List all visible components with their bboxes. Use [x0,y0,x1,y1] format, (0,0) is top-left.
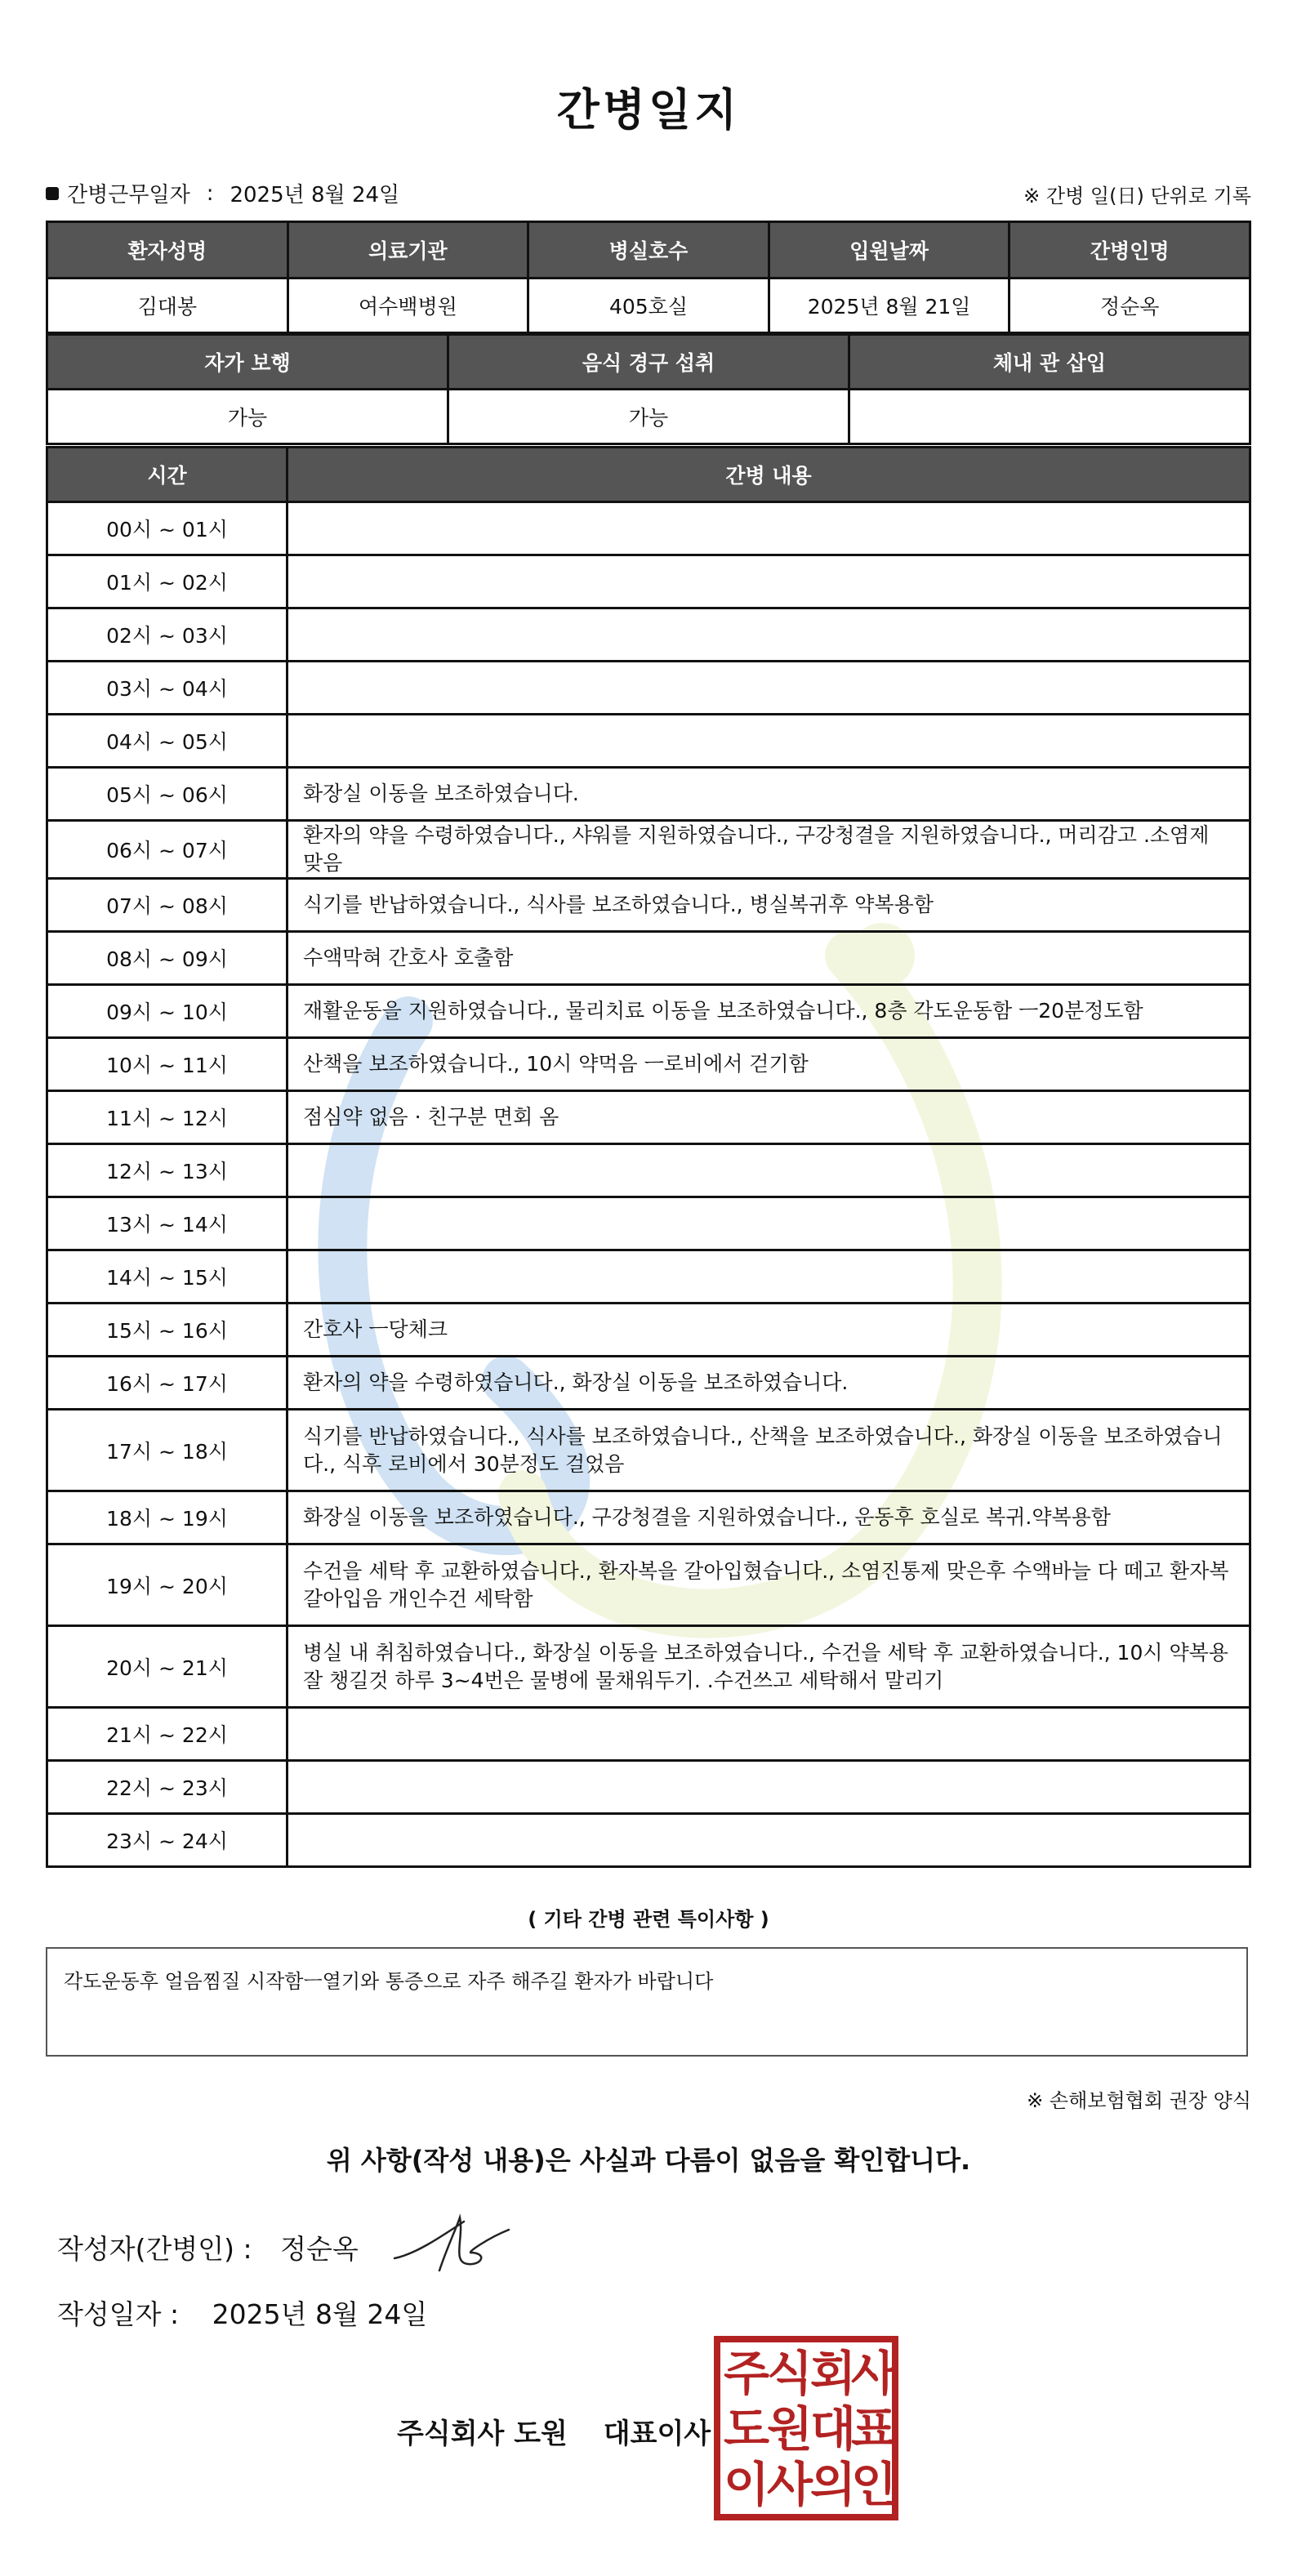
care-log-time: 03시 ~ 04시 [47,662,287,715]
care-log-content [287,1250,1250,1304]
svg-text:사: 사 [766,2457,813,2512]
care-log-row [47,662,1250,715]
care-log-content [287,1708,1250,1761]
notes-box: 각도운동후 얼음찜질 시작함ㅡ열기와 통증으로 자주 해주길 환자가 바랍니다 [46,1947,1248,2057]
header-self-walk: 자가 보행 [47,335,448,390]
header-caregiver: 간병인명 [1010,222,1250,279]
svg-text:이: 이 [723,2457,770,2512]
care-log-content [287,1197,1250,1250]
svg-text:원: 원 [766,2401,813,2457]
svg-text:인: 인 [850,2457,898,2512]
care-log-row [47,1144,1250,1197]
care-log-content [287,1144,1250,1197]
work-date [46,178,399,208]
notes-title: ( 기타 간병 관련 특이사항 ) [528,1908,769,1931]
care-log-time: 19시 ~ 20시 [47,1544,287,1626]
care-log-content: 화장실 이동을 보조하였습니다., 구강청결을 지원하였습니다., 운동후 호실로 복귀.약복용함 [287,1491,1250,1544]
care-log-content [287,1761,1250,1814]
care-log-row [47,1626,1250,1708]
care-log-row [47,1357,1250,1410]
care-log-time: 02시 ~ 03시 [47,608,287,662]
care-log-time: 08시 ~ 09시 [47,932,287,985]
unit-note: ※ 간병 일(日) 단위로 기록 [1023,185,1251,207]
caregiver: 정순옥 [1010,279,1250,333]
svg-text:의: 의 [809,2457,857,2512]
care-log-content: 화장실 이동을 보조하였습니다. [287,768,1250,821]
svg-text:회: 회 [809,2346,857,2401]
header-oral-intake: 음식 경구 섭취 [448,335,849,390]
care-log-time: 15시 ~ 16시 [47,1304,287,1357]
writer [57,2228,359,2266]
care-log-row [47,608,1250,662]
care-log-row [47,1544,1250,1626]
oral-intake: 가능 [448,390,849,444]
care-log-content: 환자의 약을 수령하였습니다., 샤워를 지원하였습니다., 구강청결을 지원하였습니다., 머리감고 .소염제 맞음 [287,821,1250,879]
writer-name: 정순옥 [280,2233,359,2265]
care-log-row [47,1814,1250,1867]
care-log-time: 04시 ~ 05시 [47,715,287,768]
svg-text:식: 식 [766,2346,813,2401]
self-walk: 가능 [47,390,448,444]
bullet-square-icon [46,187,59,200]
care-log-content [287,555,1250,608]
care-log-time: 20시 ~ 21시 [47,1626,287,1708]
care-log-time: 09시 ~ 10시 [47,985,287,1038]
care-log-content: 점심약 없음 · 친구분 면회 옴 [287,1091,1250,1144]
svg-text:대: 대 [809,2401,857,2457]
care-log-time: 11시 ~ 12시 [47,1091,287,1144]
care-log-time: 05시 ~ 06시 [47,768,287,821]
care-log-row [47,821,1250,879]
status-table [46,333,1251,445]
date-label: 작성일자 : [57,2298,180,2330]
care-log-row [47,1761,1250,1814]
care-log-row [47,1491,1250,1544]
header-tube-insertion: 체내 관 삽입 [849,335,1250,390]
tube-insertion [849,390,1250,444]
signature-image [390,2205,513,2279]
care-log-content: 식기를 반납하였습니다., 식사를 보조하였습니다., 산책을 보조하였습니다., 화장실 이동을 보조하였습니다., 식후 로비에서 30분정도 걸었음 [287,1410,1250,1491]
room: 405호실 [528,279,769,333]
care-log-time: 07시 ~ 08시 [47,879,287,932]
care-log-table [46,446,1251,1868]
care-log-time: 22시 ~ 23시 [47,1761,287,1814]
company-seal [714,2336,898,2520]
care-log-time: 12시 ~ 13시 [47,1144,287,1197]
care-log-row [47,985,1250,1038]
care-log-row [47,1410,1250,1491]
care-log-time: 10시 ~ 11시 [47,1038,287,1091]
care-log-row [47,502,1250,555]
patient-name: 김대봉 [47,279,288,333]
care-log-content: 환자의 약을 수령하였습니다., 화장실 이동을 보조하였습니다. [287,1357,1250,1410]
patient-table [46,221,1251,334]
care-log-row [47,879,1250,932]
admission-date: 2025년 8월 21일 [769,279,1010,333]
hospital: 여수백병원 [287,279,528,333]
writer-label: 작성자(간병인) : [57,2233,252,2265]
care-log-content [287,502,1250,555]
care-log-time: 01시 ~ 02시 [47,555,287,608]
care-log-time: 13시 ~ 14시 [47,1197,287,1250]
care-log-time: 17시 ~ 18시 [47,1410,287,1491]
header-care-content: 간병 내용 [287,448,1250,502]
care-log-row [47,1708,1250,1761]
svg-text:도: 도 [723,2401,770,2457]
care-log-content: 재활운동을 지원하였습니다., 물리치료 이동을 보조하였습니다., 8층 각도운동함 ㅡ20분정도함 [287,985,1250,1038]
care-log-content: 수액막혀 간호사 호출함 [287,932,1250,985]
care-log-content: 간호사 ㅡ당체크 [287,1304,1250,1357]
care-log-row [47,1038,1250,1091]
care-log-time: 21시 ~ 22시 [47,1708,287,1761]
care-log-time: 23시 ~ 24시 [47,1814,287,1867]
care-log-row [47,1091,1250,1144]
care-log-row [47,768,1250,821]
care-log-content [287,1814,1250,1867]
svg-text:주: 주 [723,2346,770,2401]
work-date-sep: : [206,180,214,206]
date-value: 2025년 8월 24일 [212,2298,428,2330]
header-time: 시간 [47,448,287,502]
care-log-content [287,608,1250,662]
care-log-row [47,1197,1250,1250]
company-sign [397,2411,711,2451]
care-log-row [47,555,1250,608]
care-log-content: 병실 내 취침하였습니다., 화장실 이동을 보조하였습니다., 수건을 세탁 후 교환하였습니다., 10시 약복용 잘 챙길것 하루 3~4번은 물병에 물채워두기. .수건쓰고 세탁해서 말리기 [287,1626,1250,1708]
care-log-time: 16시 ~ 17시 [47,1357,287,1410]
care-log-time: 18시 ~ 19시 [47,1491,287,1544]
svg-text:표: 표 [850,2401,898,2457]
work-date-value: 2025년 8월 24일 [230,183,400,207]
care-log-time: 00시 ~ 01시 [47,502,287,555]
company-name: 주식회사 도원 [397,2418,568,2450]
care-log-content [287,715,1250,768]
care-log-row [47,715,1250,768]
care-log-row [47,1304,1250,1357]
work-date-label: 간병근무일자 [67,183,190,207]
header-patient-name: 환자성명 [47,222,288,279]
page-title: 간병일지 [556,84,741,136]
header-hospital: 의료기관 [287,222,528,279]
care-log-content [287,662,1250,715]
svg-text:사: 사 [850,2346,898,2401]
care-log-content: 식기를 반납하였습니다., 식사를 보조하였습니다., 병실복귀후 약복용함 [287,879,1250,932]
insurance-note: ※ 손해보험협회 권장 양식 [1027,2089,1251,2112]
care-log-content: 산책을 보조하였습니다., 10시 약먹음 ㅡ로비에서 걷기함 [287,1038,1250,1091]
care-log-content: 수건을 세탁 후 교환하였습니다., 환자복을 갈아입혔습니다., 소염진통제 맞은후 수액바늘 다 떼고 환자복 갈아입음 개인수건 세탁함 [287,1544,1250,1626]
written-date [57,2293,427,2332]
care-log-row [47,932,1250,985]
header-room: 병실호수 [528,222,769,279]
header-admission-date: 입원날짜 [769,222,1010,279]
ceo-title: 대표이사 [603,2418,711,2450]
care-log-time: 06시 ~ 07시 [47,821,287,879]
care-log-time: 14시 ~ 15시 [47,1250,287,1304]
confirm-statement: 위 사항(작성 내용)은 사실과 다름이 없음을 확인합니다. [326,2145,971,2176]
care-log-row [47,1250,1250,1304]
care-log-body [47,502,1250,1867]
